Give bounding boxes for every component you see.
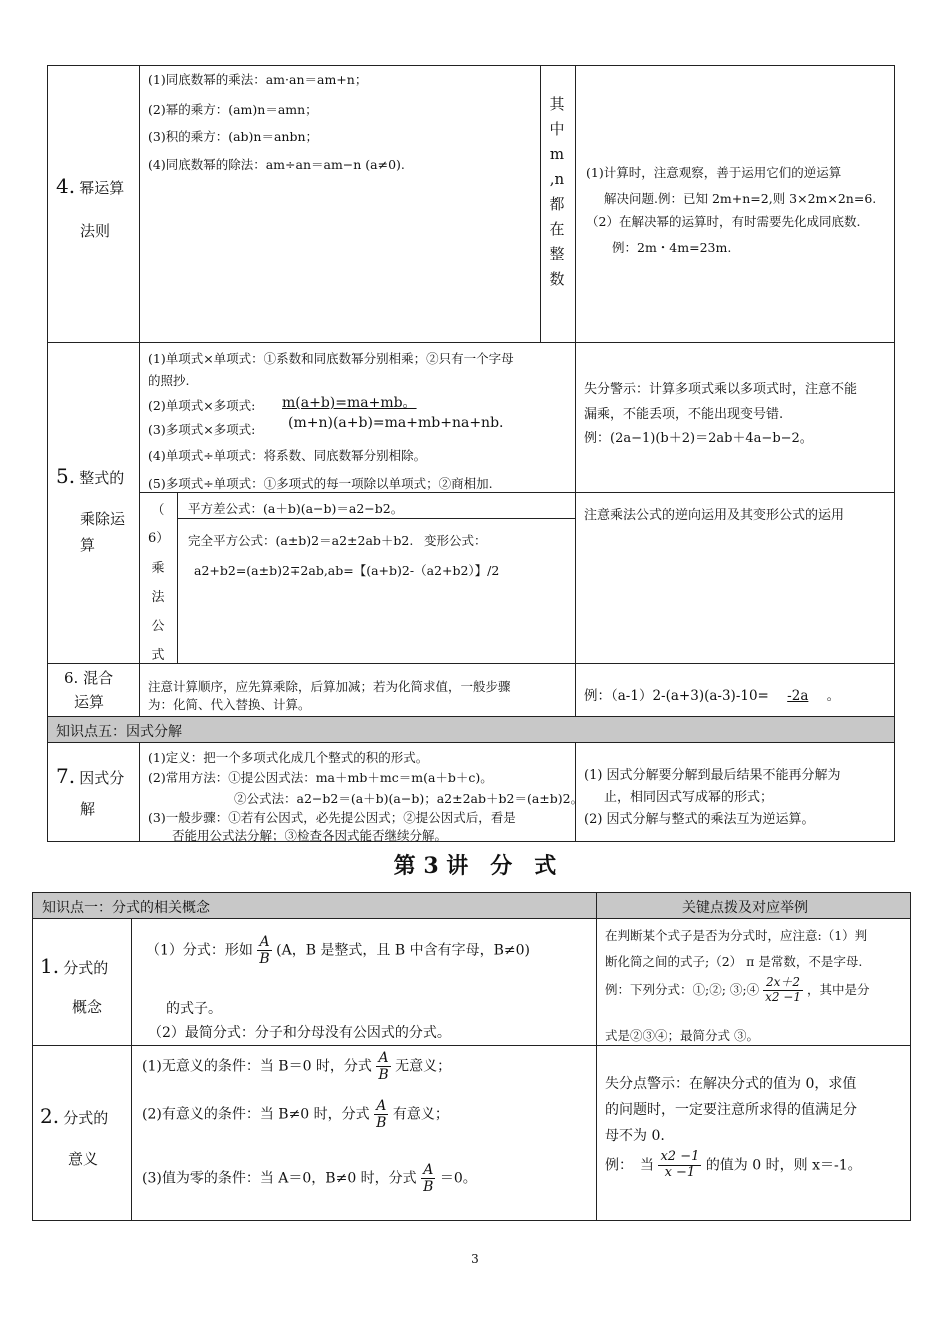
topic4-rule: (3)积的乘方：(ab)n＝anbn； <box>148 129 319 144</box>
topic5-rule: (1)单项式×单项式：①系数和同底数幂分别相乘；②只有一个字母 <box>148 351 514 366</box>
row2-c1-fraction <box>376 1050 390 1083</box>
topic5-tip: 例：(2a−1)(b＋2)＝2ab＋4a−b−2。 <box>584 431 813 446</box>
row2-label-line2: 意义 <box>68 1150 99 1168</box>
topic6-example-answer: -2a <box>787 688 809 704</box>
row2-c1-num: A <box>376 1050 390 1067</box>
row2-c1-suffix: 无意义； <box>395 1058 452 1075</box>
topic7-number: 7. <box>56 764 76 788</box>
page-number: 3 <box>471 1252 479 1266</box>
row2-c2-den: B <box>376 1115 387 1132</box>
row2-label-line1: 分式的 <box>63 1109 109 1127</box>
topic4-side-char: m <box>549 145 565 163</box>
topic6-example-prefix: 例：（a-1）2-(a+3)(a-3)-10= <box>584 688 769 704</box>
row-divider <box>32 918 911 919</box>
topic6-example-suffix: 。 <box>826 688 841 704</box>
topic7-tip: (1) 因式分解要分解到最后结果不能再分解为 <box>584 768 841 783</box>
row1-def-end: 的式子。 <box>166 1001 222 1017</box>
topic7-content: 否能用公式法分解；③检查各因式能否继续分解。 <box>172 828 448 843</box>
topic6-content: 为：化简、代入替换、计算。 <box>148 697 311 712</box>
row1-number: 1. <box>40 954 60 978</box>
topic5-number: 5. <box>56 464 76 488</box>
row2-c3-suffix: ＝0。 <box>439 1170 477 1187</box>
row2-c3-prefix: (3)值为零的条件：当 A＝0，B≠0 时，分式 <box>142 1170 417 1187</box>
topic4-tip: 例：2m・4m=23m. <box>612 240 732 255</box>
row2-example-suffix: 的值为 0 时，则 x＝-1。 <box>705 1157 862 1174</box>
topic5-formula: 完全平方公式：(a±b)2＝a2±2ab＋b2. <box>188 533 414 548</box>
row1-tip: 断化简之间的式子;（2） π 是常数，不是字母. <box>605 954 863 969</box>
topic4-tip: (1)计算时，注意观察，善于运用它们的逆运算 <box>586 165 842 180</box>
topic6-content: 注意计算顺序，应先算乘除，后算加减；若为化简求值，一般步骤 <box>148 679 511 694</box>
row2-label <box>40 1104 130 1128</box>
topic7-content: (1)定义：把一个多项式化成几个整式的积的形式。 <box>148 750 429 765</box>
row2-number: 2. <box>40 1104 60 1128</box>
topic4-rule: (2)幂的乘方：(am)n＝amn； <box>148 102 318 117</box>
topic5-formula-label-char: 公 <box>151 619 165 634</box>
topic5-rule: (5)多项式÷单项式：①多项式的每一项除以单项式；②商相加. <box>148 476 493 491</box>
row2-c1-prefix: (1)无意义的条件：当 B＝0 时，分式 <box>142 1058 372 1075</box>
topic4-side-char: 都 <box>549 195 565 213</box>
topic5-label-line3: 算 <box>80 536 96 554</box>
topic7-content: ②公式法：a2−b2＝(a＋b)(a−b)；a2±2ab＋b2＝(a±b)2。 <box>234 791 584 806</box>
row2-c2-prefix: (2)有意义的条件：当 B≠0 时，分式 <box>142 1106 370 1123</box>
table2-header-left: 知识点一：分式的相关概念 <box>42 900 210 916</box>
row2-tip: 母不为 0. <box>605 1128 665 1144</box>
topic7-tip: 止，相同因式写成幂的形式； <box>604 790 774 805</box>
row1-fraction <box>257 934 271 967</box>
row2-example-fraction <box>658 1150 701 1181</box>
topic5-formula: 变形公式： <box>424 533 487 548</box>
topic6-label-line2: 运算 <box>74 693 105 711</box>
row1-fraction-den: B <box>259 951 270 968</box>
topic5-tip: 失分警示：计算多项式乘以多项式时，注意不能 <box>584 382 858 397</box>
row2-example <box>605 1150 862 1181</box>
topic4-side-char: 在 <box>549 220 565 238</box>
topic5-rule: (m+n)(a+b)=ma+mb+na+nb. <box>288 415 504 431</box>
row2-c3-den: B <box>423 1179 434 1196</box>
row2-c3-num: A <box>421 1162 435 1179</box>
row1-tip-example <box>605 976 870 1005</box>
topic5-formula-tip: 注意乘法公式的逆向运用及其变形公式的运用 <box>584 508 845 523</box>
topic5-rule: m(a+b)=ma+mb。 <box>282 395 417 411</box>
topic5-rule: 的照抄. <box>148 373 190 388</box>
row1-label-line2: 概念 <box>72 998 103 1016</box>
topic5-formula: 平方差公式：(a＋b)(a−b)＝a2−b2。 <box>188 501 404 516</box>
row2-c2-num: A <box>374 1098 388 1115</box>
row1-tip-fraction <box>763 976 803 1005</box>
row1-tip: 在判断某个式子是否为分式时，应注意:（1）判 <box>605 928 868 943</box>
row1-label-line1: 分式的 <box>63 959 109 977</box>
row2-c1-den: B <box>378 1067 389 1084</box>
section5-header: 知识点五：因式分解 <box>56 724 182 740</box>
topic4-rule: (4)同底数幂的除法：am÷an＝am−n (a≠0). <box>148 157 405 172</box>
topic5-formula-label-char: （ <box>151 503 165 518</box>
topic7-label-line2: 解 <box>80 800 96 818</box>
topic7-content: (3)一般步骤：①若有公因式，必先提公因式；②提公因式后，看是 <box>148 810 516 825</box>
topic7-label-line1: 因式分 <box>79 769 125 787</box>
topic5-formula-label-char: 6） <box>148 531 170 546</box>
topic4-rule: (1)同底数幂的乘法：am·an＝am+n； <box>148 72 368 87</box>
row2-condition-1 <box>142 1050 451 1083</box>
topic4-label-line2: 法则 <box>80 222 111 240</box>
lecture-title: 第 3 讲 分 式 <box>393 853 557 879</box>
topic5-formula-label-char: 法 <box>151 590 165 605</box>
topic4-side-char: ,n <box>549 170 565 188</box>
topic5-rule: (3)多项式×多项式: <box>148 422 256 437</box>
topic4-side-char: 数 <box>549 270 565 288</box>
row1-tip: 式是②③④；最简分式 ③。 <box>605 1028 759 1043</box>
row1-simplest: （2）最简分式：分子和分母没有公因式的分式。 <box>148 1025 451 1041</box>
row2-c2-fraction <box>374 1098 388 1131</box>
table2-header-right: 关键点拨及对应举例 <box>682 900 808 916</box>
topic4-tip: 解决问题.例：已知 2m+n=2,则 3×2m×2n=6. <box>604 191 877 206</box>
topic4-side-char: 其 <box>549 95 565 113</box>
topic5-rule: (2)单项式×多项式: <box>148 398 256 413</box>
topic6-label-line1: 6. 混合 <box>64 669 114 687</box>
row1-def-prefix: （1）分式：形如 <box>146 942 253 959</box>
col-divider <box>131 918 132 1221</box>
topic7-tip: (2) 因式分解与整式的乘法互为逆运算。 <box>584 812 815 827</box>
topic4-number: 4. <box>56 174 76 198</box>
row2-example-den: x −1 <box>664 1164 696 1180</box>
row2-condition-3 <box>142 1162 477 1195</box>
row1-tip-example-end: ，其中是分 <box>806 981 870 997</box>
topic5-tip: 漏乘，不能丢项，不能出现变号错. <box>584 407 784 422</box>
row2-tip: 失分点警示：在解决分式的值为 0，求值 <box>605 1076 857 1092</box>
row1-def-suffix: (A，B 是整式，且 B 中含有字母，B≠0) <box>276 942 531 959</box>
row1-tip-fraction-num: 2x＋2 <box>763 976 803 991</box>
topic5-formula-label-char: 乘 <box>151 561 165 576</box>
row2-example-num: x2 −1 <box>660 1149 700 1164</box>
topic5-rule: (4)单项式÷单项式：将系数、同底数幂分别相除。 <box>148 448 427 463</box>
row2-condition-2 <box>142 1098 449 1131</box>
topic4-side-char: 中 <box>549 120 565 138</box>
topic4-tip: （2）在解决幂的运算时，有时需要先化成同底数. <box>586 214 861 229</box>
row2-tip: 的问题时，一定要注意所求得的值满足分 <box>605 1102 857 1118</box>
row2-c3-fraction <box>421 1162 435 1195</box>
row-divider <box>32 1045 911 1046</box>
topic4-label-line1: 幂运算 <box>79 179 125 197</box>
row1-fraction-num: A <box>257 934 271 951</box>
row1-tip-example-text: 例：下列分式：①;②; ③;④ <box>605 981 760 997</box>
topic4-side-char: 整 <box>549 245 565 263</box>
topic5-label-line2: 乘除运 <box>80 510 126 528</box>
topic5-formula: a2+b2=(a±b)2∓2ab,ab=【(a+b)2-（a2+b2）】/2 <box>194 563 500 578</box>
row2-example-prefix: 例： 当 <box>605 1157 654 1174</box>
topic5-label-line1: 整式的 <box>79 469 125 487</box>
row1-definition <box>146 934 530 967</box>
row1-label <box>40 954 130 978</box>
row2-c2-suffix: 有意义； <box>392 1106 449 1123</box>
col-divider <box>596 892 597 1221</box>
topic7-content: (2)常用方法：①提公因式法：ma＋mb＋mc＝m(a＋b＋c)。 <box>148 770 493 785</box>
row1-tip-fraction-den: x2 −1 <box>765 989 801 1004</box>
topic5-formula-label-char: 式 <box>151 648 165 663</box>
